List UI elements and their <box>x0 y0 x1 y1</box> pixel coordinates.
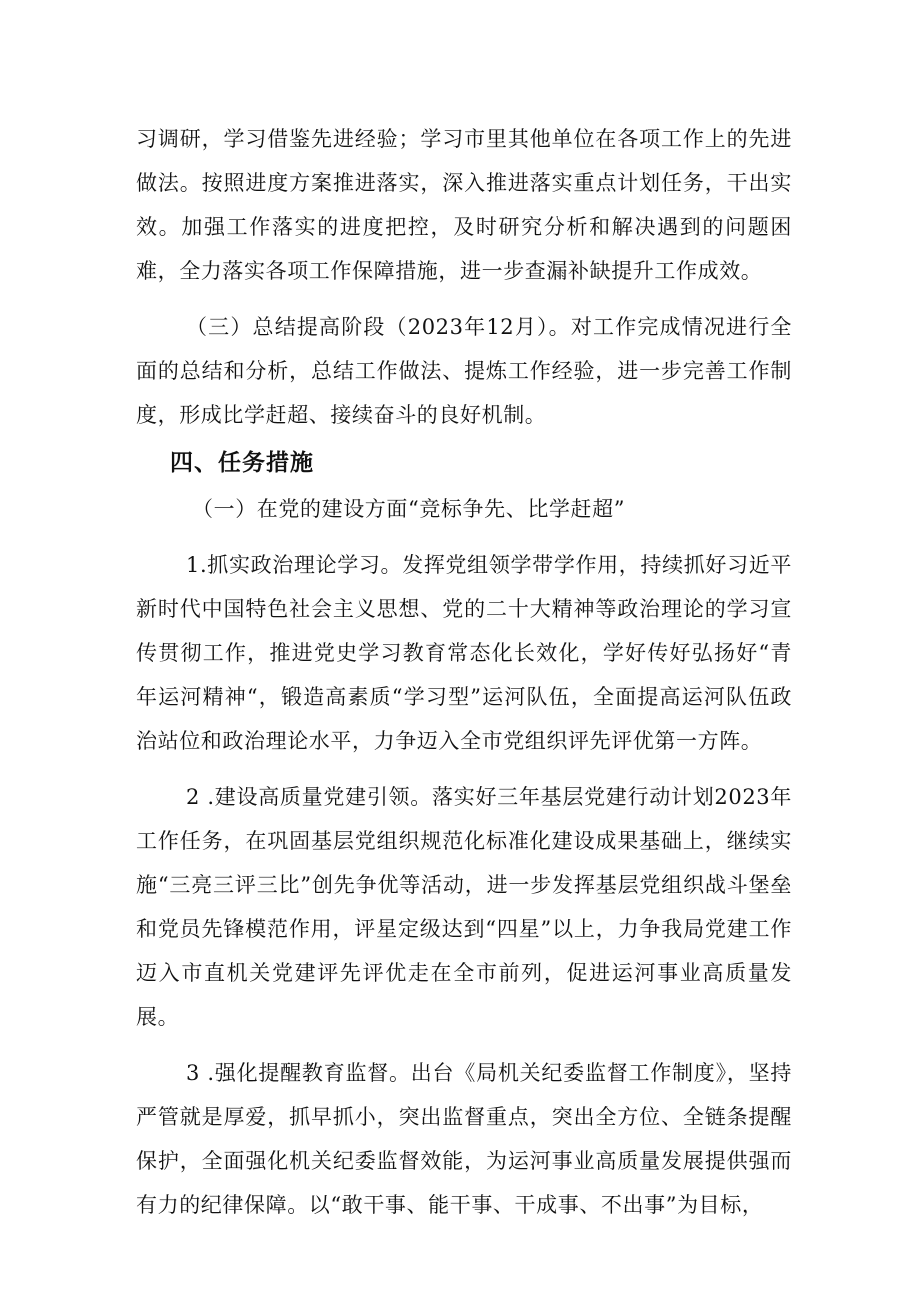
subheading-party-building: （一）在党的建设方面“竞标争先、比学赶超” <box>192 497 626 521</box>
document-body <box>136 117 792 1227</box>
paragraph-item-1: 1.抓实政治理论学习。发挥党组领学带学作用，持续抓好习近平新时代中国特色社会主义思想、党的二十大精神等政治理论的学习宣传贯彻工作，推进党史学习教育常态化长效化，学好传好弘扬好“青年运河精神“，锻造高素质“学习型”运河队伍，全面提高运河队伍政治站位和政治理论水平，力争迈入全市党组织评先评优第一方阵。 <box>136 553 792 753</box>
paragraph-continuation: 习调研，学习借鉴先进经验；学习市里其他单位在各项工作上的先进做法。按照进度方案推进落实，深入推进落实重点计划任务，干出实效。加强工作落实的进度把控，及时研究分析和解决遇到的问题困难，全力落实各项工作保障措施，进一步查漏补缺提升工作成效。 <box>136 127 792 283</box>
section-heading-task-measures: 四、任务措施 <box>170 450 314 476</box>
paragraph-item-3: 3 .强化提醒教育监督。出台《局机关纪委监督工作制度》，坚持严管就是厚爱，抓早抓小，突出监督重点，突出全方位、全链条提醒保护，全面强化机关纪委监督效能，为运河事业高质量发展提供强而有力的纪律保障。以“敢干事、能干事、干成事、不出事”为目标， <box>136 1061 792 1217</box>
paragraph-summary-stage: （三）总结提高阶段（2023年12月）。对工作完成情况进行全面的总结和分析，总结工作做法、提炼工作经验，进一步完善工作制度，形成比学赶超、接续奋斗的良好机制。 <box>136 315 792 427</box>
paragraph-item-2: 2 .建设高质量党建引领。落实好三年基层党建行动计划2023年工作任务，在巩固基层党组织规范化标准化建设成果基础上，继续实施“三亮三评三比”创先争优等活动，进一步发挥基层党组织战斗堡垒和党员先锋模范作用，评星定级达到“四星”以上，力争我局党建工作迈入市直机关党建评先评优走在全市前列，促进运河事业高质量发展。 <box>136 785 792 1029</box>
